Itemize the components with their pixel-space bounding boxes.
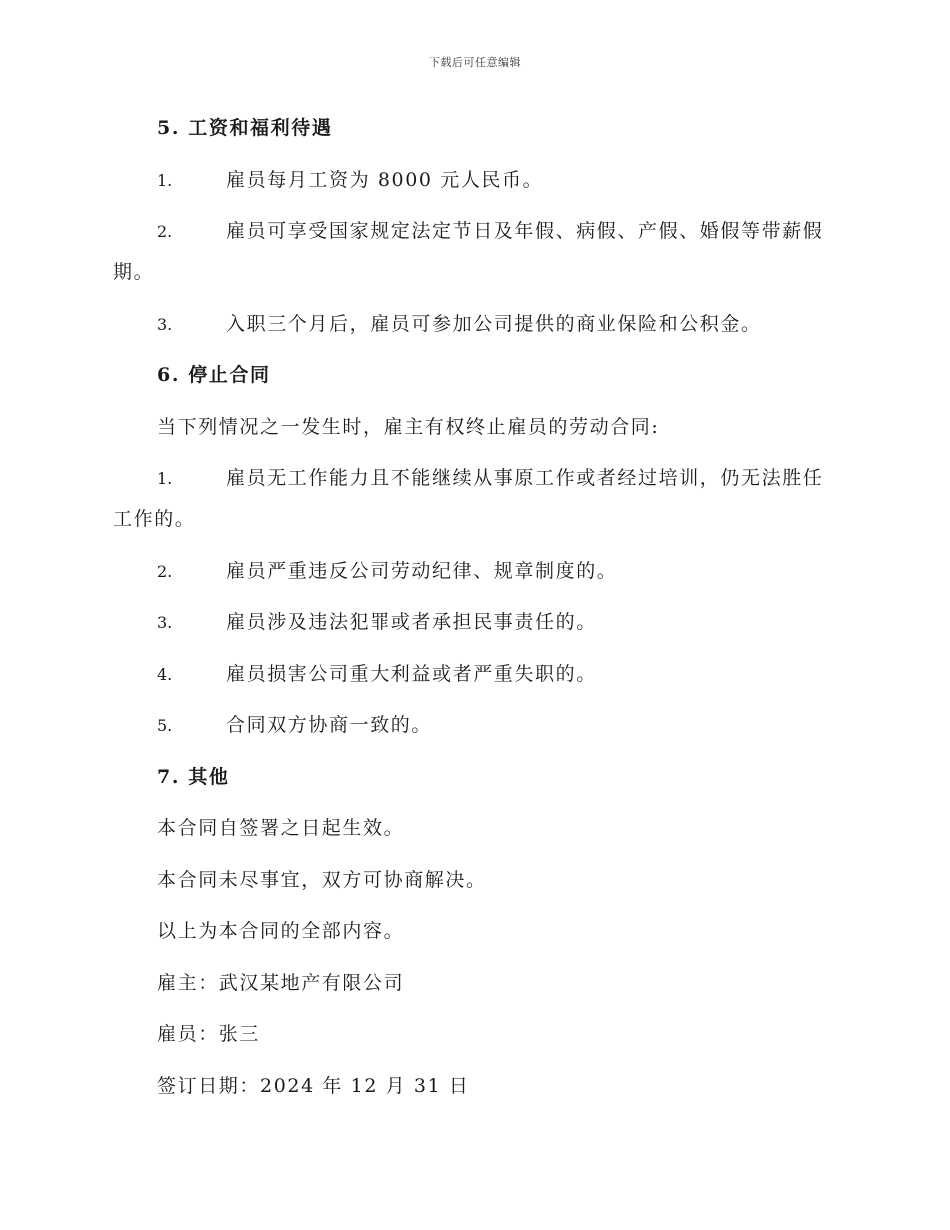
signing-date-line: 签订日期：2024 年 12 月 31 日 [157, 1074, 470, 1097]
section-6-item-3 [113, 602, 833, 643]
item-number: 1. [157, 170, 173, 190]
employee-line: 雇员：张三 [157, 1023, 261, 1045]
section-6-item-4 [113, 654, 833, 695]
item-text: 雇员无工作能力且不能继续从事原工作或者经过培训，仍无法胜任工作的。 [113, 467, 824, 530]
item-number: 3. [157, 314, 173, 334]
section-7-line-unresolved: 本合同未尽事宜，双方可协商解决。 [157, 868, 487, 891]
item-number: 4. [157, 664, 173, 684]
section-5-title: 5. 工资和福利待遇 [157, 117, 333, 139]
item-text: 雇员可享受国家规定法定节日及年假、病假、产假、婚假等带薪假期。 [113, 220, 824, 283]
section-5-item-1 [113, 160, 833, 201]
item-text: 入职三个月后，雇员可参加公司提供的商业保险和公积金。 [226, 312, 762, 335]
section-6-intro: 当下列情况之一发生时，雇主有权终止雇员的劳动合同: [157, 415, 660, 438]
section-6-item-5 [113, 705, 833, 746]
section-7-line-effective: 本合同自签署之日起生效。 [157, 817, 405, 839]
section-7-title: 7. 其他 [157, 765, 230, 788]
item-text: 雇员涉及违法犯罪或者承担民事责任的。 [226, 611, 597, 633]
item-number: 2. [157, 561, 173, 581]
item-number: 5. [157, 716, 173, 735]
item-text: 雇员损害公司重大利益或者严重失职的。 [226, 662, 597, 685]
employer-line: 雇主：武汉某地产有限公司 [157, 971, 405, 994]
section-6-title: 6. 停止合同 [157, 364, 271, 386]
section-5-item-2 [113, 211, 833, 293]
item-text: 合同双方协商一致的。 [226, 714, 433, 736]
item-number: 2. [157, 222, 173, 241]
section-6-item-1 [113, 458, 833, 540]
item-text: 雇员每月工资为 8000 元人民币。 [226, 168, 544, 191]
item-number: 1. [157, 469, 173, 488]
section-5-item-3 [113, 304, 833, 345]
item-number: 3. [157, 613, 173, 632]
document-body [113, 108, 833, 1107]
section-7-line-complete: 以上为本合同的全部内容。 [157, 920, 405, 942]
section-6-item-2 [113, 551, 833, 592]
header-note: 下载后可任意编辑 [429, 56, 521, 69]
item-text: 雇员严重违反公司劳动纪律、规章制度的。 [226, 559, 618, 582]
